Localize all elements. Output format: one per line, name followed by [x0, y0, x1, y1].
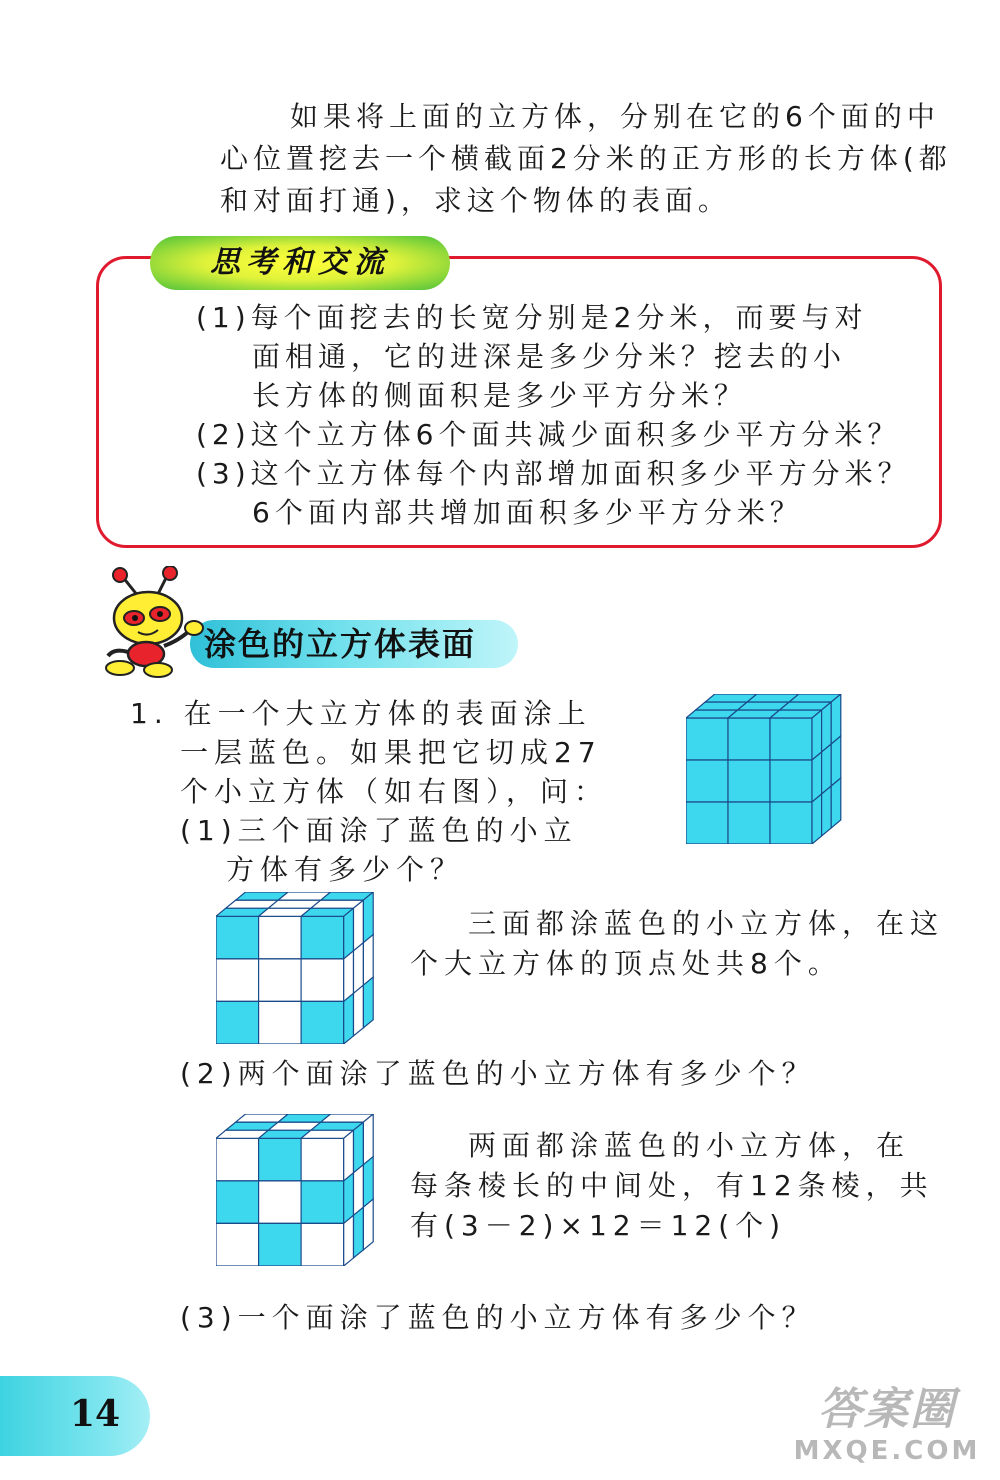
think-line: 6个面内部共增加面积多少平方分米？ — [252, 496, 803, 529]
question-line: 方体有多少个？ — [226, 853, 465, 886]
cube-cell — [216, 1001, 259, 1044]
intro-line: 如果将上面的立方体，分别在它的6个面的中 — [290, 100, 940, 133]
cube-cell — [301, 1181, 344, 1224]
answer-line: 两面都涂蓝色的小立方体，在 — [468, 1129, 911, 1162]
answer-line: 三面都涂蓝色的小立方体，在这 — [468, 907, 945, 940]
cube-cell — [259, 1181, 302, 1224]
intro-line: 心位置挖去一个横截面2分米的正方形的长方体(都 — [220, 142, 952, 175]
cube-cell — [216, 1181, 259, 1224]
watermark-url: MXQE.COM — [793, 1436, 981, 1466]
think-line: 长方体的侧面积是多少平方分米？ — [252, 379, 748, 412]
cube-cell — [831, 778, 841, 828]
cube-cell — [728, 718, 770, 760]
cube-cell — [686, 718, 728, 760]
think-line: (2)这个立方体6个面共减少面积多少平方分米？ — [196, 418, 901, 451]
page-number: 14 — [70, 1393, 121, 1435]
cube-cell — [354, 985, 364, 1036]
cube-diagram-corners — [216, 892, 380, 1044]
cube-cell — [770, 802, 812, 844]
mascot-icon — [98, 566, 208, 678]
answer-line: 个大立方体的顶点处共8个。 — [410, 947, 842, 980]
intro-paragraph — [220, 96, 960, 222]
think-line: 面相通，它的进深是多少分米？挖去的小 — [252, 340, 847, 373]
cube-cell — [770, 760, 812, 802]
cube-cell — [301, 1223, 344, 1266]
cube-cell — [354, 1207, 364, 1258]
watermark-logo: 答案圈 — [818, 1384, 956, 1435]
cube-cell — [812, 794, 822, 844]
cube-cell — [686, 802, 728, 844]
cube-cell — [216, 1223, 259, 1266]
question-1 — [130, 694, 608, 889]
answer-1 — [410, 904, 944, 984]
cube-cell — [259, 959, 302, 1002]
cube-cell — [728, 760, 770, 802]
cube-cell — [301, 959, 344, 1002]
cube-cell — [363, 1199, 373, 1250]
cube-cell — [770, 718, 812, 760]
cube-cell — [344, 1215, 354, 1266]
question-line: 一层蓝色。如果把它切成27 — [180, 736, 602, 769]
cube-cell — [301, 916, 344, 959]
think-line: (3)这个立方体每个内部增加面积多少平方分米？ — [196, 457, 911, 490]
cube-cell — [728, 802, 770, 844]
answer-2 — [410, 1126, 934, 1246]
cube-cell — [216, 1138, 259, 1181]
cube-cell — [301, 1001, 344, 1044]
cube-cell — [301, 1138, 344, 1181]
think-line: (1)每个面挖去的长宽分别是2分米，而要与对 — [196, 301, 868, 334]
cube-cell — [216, 916, 259, 959]
answer-line: 每条棱长的中间处，有12条棱，共 — [410, 1169, 934, 1202]
question-2: (2)两个面涂了蓝色的小立方体有多少个？ — [180, 1057, 816, 1090]
intro-line: 和对面打通)，求这个物体的表面。 — [220, 184, 731, 217]
answer-line: 有(3－2)×12＝12(个) — [410, 1209, 787, 1242]
question-line: (1)三个面涂了蓝色的小立 — [180, 814, 578, 847]
cube-cell — [259, 1223, 302, 1266]
cube-cell — [344, 993, 354, 1044]
cube-cell — [259, 1138, 302, 1181]
section-title: 涂色的立方体表面 — [204, 625, 477, 663]
think-title: 思考和交流 — [210, 245, 390, 280]
watermark — [792, 1384, 982, 1466]
cube-cell — [259, 1001, 302, 1044]
think-questions — [196, 298, 911, 532]
cube-diagram-edges — [216, 1114, 380, 1266]
cube-diagram-full — [686, 694, 846, 844]
cube-cell — [822, 786, 832, 836]
cube-cell — [363, 977, 373, 1028]
cube-cell — [259, 916, 302, 959]
question-line: 1. 在一个大立方体的表面涂上 — [130, 697, 592, 730]
cube-cell — [216, 959, 259, 1002]
question-line: 个小立方体（如右图），问： — [180, 775, 609, 808]
question-3: (3)一个面涂了蓝色的小立方体有多少个？ — [180, 1301, 816, 1334]
cube-cell — [686, 760, 728, 802]
